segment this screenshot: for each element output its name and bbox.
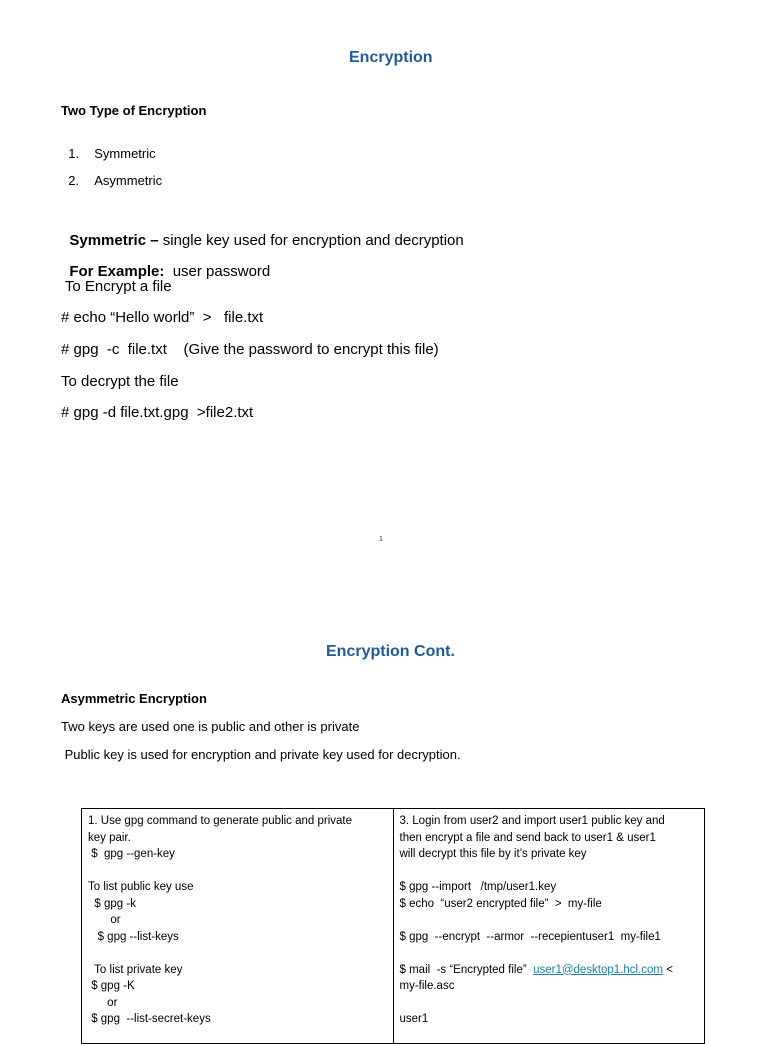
page-title: Encryption Cont. (326, 643, 455, 660)
example-label: For Example: (69, 263, 165, 280)
cell-line: $ gpg --gen-key (88, 848, 175, 860)
cell-line: or (88, 914, 121, 926)
list-item-number: 1. (68, 146, 80, 161)
example-text: user password (164, 263, 271, 280)
page-title: Encryption (349, 49, 433, 66)
cell-line: or (88, 996, 118, 1009)
cell-line (400, 995, 699, 1012)
cell-line: $ gpg -k (88, 897, 136, 910)
example-line (61, 246, 270, 280)
cell-line (400, 863, 699, 880)
cell-line (400, 912, 699, 929)
cell-line: then encrypt a file and send back to user1 & user1 (399, 831, 656, 844)
email-link[interactable]: user1@desktop1.hcl.com (533, 963, 664, 976)
cell-line: $ gpg --encrypt --armor --recepientuser1 my-file1 (399, 930, 661, 943)
symmetric-definition (61, 215, 464, 249)
cell-line: $ gpg --list-keys (88, 930, 179, 943)
symmetric-label: Symmetric – (69, 232, 159, 249)
body-text: Public key is used for encryption and private key used for decryption. (61, 747, 461, 762)
decrypt-heading: To decrypt the file (61, 373, 179, 390)
cell-line: $ gpg -K (88, 980, 135, 992)
symmetric-text: single key used for encryption and decryption (158, 232, 464, 249)
commands-table (81, 808, 705, 1044)
cell-line: key pair. (88, 831, 131, 844)
cell-line: $ gpg --list-secret-keys (88, 1013, 211, 1025)
command-line: # gpg -c file.txt (Give the password to encrypt this file) (61, 341, 439, 358)
command-line: # gpg -d file.txt.gpg >file2.txt (61, 404, 254, 421)
cell-line: will decrypt this file by it’s private key (399, 848, 587, 860)
cell-line (88, 945, 387, 962)
list-item-label: Symmetric (94, 146, 156, 161)
table-row (82, 809, 705, 1044)
cell-line: To list public key use (88, 881, 194, 893)
cell-line (88, 863, 387, 880)
page-number: 1 (379, 536, 383, 543)
cell-line: $ echo “user2 encrypted file” > my-file (399, 897, 602, 910)
list-item (61, 131, 156, 161)
section-subtitle: Two Type of Encryption (61, 103, 207, 118)
mail-command-suffix: < (663, 963, 673, 976)
cell-line: my-file.asc (399, 980, 455, 992)
command-line: # echo “Hello world” > file.txt (61, 309, 264, 326)
cell-line (400, 945, 699, 962)
cell-line: user1 (399, 1013, 429, 1025)
encrypt-heading: To Encrypt a file (61, 278, 172, 295)
left-cell (82, 809, 394, 1044)
cell-line: 3. Login from user2 and import user1 public key and (399, 815, 665, 827)
right-cell (393, 809, 705, 1044)
cell-line: 1. Use gpg command to generate public and private (88, 815, 353, 827)
body-text: Two keys are used one is public and other is private (61, 719, 360, 734)
section-subtitle: Asymmetric Encryption (61, 691, 207, 706)
list-item (61, 158, 162, 188)
cell-line: $ gpg --import /tmp/user1.key (399, 881, 557, 893)
mail-command-line (400, 962, 699, 979)
list-item-label: Asymmetric (94, 173, 163, 188)
list-item-number: 2. (68, 173, 80, 188)
cell-line: To list private key (88, 963, 183, 976)
mail-command-prefix: $ mail -s “Encrypted file” (399, 963, 534, 976)
